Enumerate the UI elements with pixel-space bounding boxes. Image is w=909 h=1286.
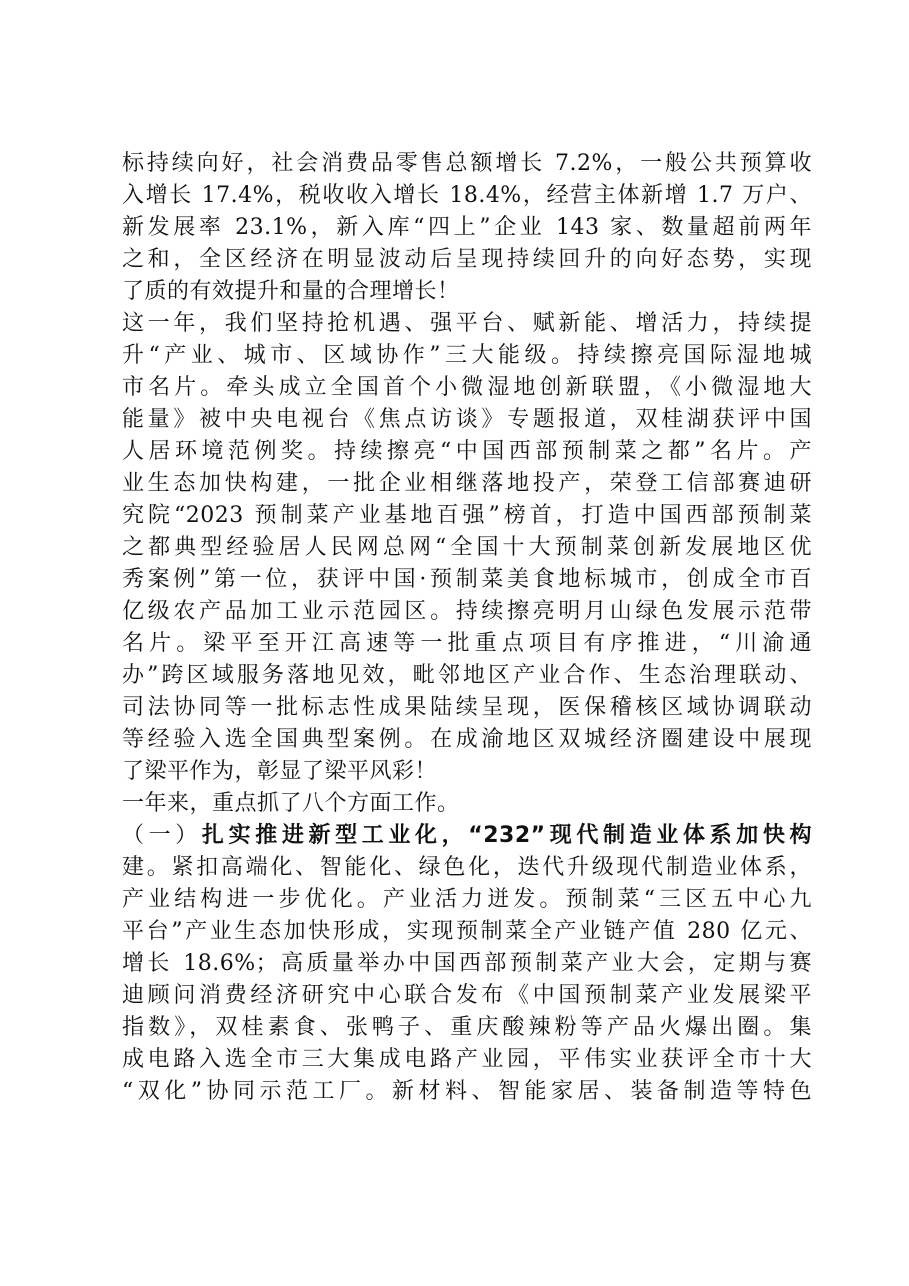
text-line: 一年来，重点抓了八个方面工作。 xyxy=(122,791,460,816)
text-line: 这一年，我们坚持抢机遇、强平台、赋新能、增活力，持续提 xyxy=(122,311,812,336)
text-line: 平台”产业生态加快形成，实现预制菜全产业链产值 280 亿元、 xyxy=(122,919,812,944)
section-heading-line xyxy=(122,820,812,852)
text-line: 成电路入选全市三大集成电路产业园，平伟实业获评全市十大 xyxy=(122,1047,812,1072)
text-line: 名片。梁平至开江高速等一批重点项目有序推进，“川渝通 xyxy=(122,631,812,656)
text-line: “双化”协同示范工厂。新材料、智能家居、装备制造等特色 xyxy=(122,1079,812,1104)
text-line: 迪顾问消费经济研究中心联合发布《中国预制菜产业发展梁平 xyxy=(122,983,812,1008)
text-line: 标持续向好，社会消费品零售总额增长 7.2%，一般公共预算收 xyxy=(122,151,812,176)
text-line: 市名片。牵头成立全国首个小微湿地创新联盟，《小微湿地大 xyxy=(122,375,812,400)
text-line: 秀案例”第一位，获评中国·预制菜美食地标城市，创成全市百 xyxy=(122,567,812,592)
text-line: 人居环境范例奖。持续擦亮“中国西部预制菜之都”名片。产 xyxy=(122,439,812,464)
text-line: 司法协同等一批标志性成果陆续呈现，医保稽核区域协调联动 xyxy=(122,695,812,720)
text-line: 升“产业、城市、区域协作”三大能级。持续擦亮国际湿地城 xyxy=(122,343,812,368)
text-line: 指数》，双桂素食、张鸭子、重庆酸辣粉等产品火爆出圈。集 xyxy=(122,1015,812,1040)
text-line: 新发展率 23.1%，新入库“四上”企业 143 家、数量超前两年 xyxy=(122,215,812,240)
text-line: 业生态加快构建，一批企业相继落地投产，荣登工信部赛迪研 xyxy=(122,471,812,496)
text-line: 入增长 17.4%，税收收入增长 18.4%，经营主体新增 1.7 万户、 xyxy=(122,183,812,208)
text-line: 之和，全区经济在明显波动后呈现持续回升的向好态势，实现 xyxy=(122,247,812,272)
text-line: 建。紧扣高端化、智能化、绿色化，迭代升级现代制造业体系， xyxy=(122,855,812,880)
text-line: 亿级农产品加工业示范园区。持续擦亮明月山绿色发展示范带 xyxy=(122,599,812,624)
text-line: 办”跨区域服务落地见效，毗邻地区产业合作、生态治理联动、 xyxy=(122,663,812,688)
text-line: 能量》被中央电视台《焦点访谈》专题报道，双桂湖获评中国 xyxy=(122,407,812,432)
text-line: 了梁平作为，彰显了梁平风彩！ xyxy=(122,759,438,784)
text-line: 究院“2023 预制菜产业基地百强”榜首，打造中国西部预制菜 xyxy=(122,503,812,528)
text-line: 产业结构进一步优化。产业活力迸发。预制菜“三区五中心九 xyxy=(122,887,812,912)
document-body xyxy=(122,148,812,1108)
section-heading-title: 扎实推进新型工业化，“232”现代制造业体系加快构 xyxy=(201,823,812,848)
text-line: 之都典型经验居人民网总网“全国十大预制菜创新发展地区优 xyxy=(122,535,812,560)
text-line: 增长 18.6%；高质量举办中国西部预制菜产业大会，定期与赛 xyxy=(122,951,812,976)
section-heading-number: （一） xyxy=(122,823,202,848)
text-line: 等经验入选全国典型案例。在成渝地区双城经济圈建设中展现 xyxy=(122,727,812,752)
text-line: 了质的有效提升和量的合理增长！ xyxy=(122,279,460,304)
